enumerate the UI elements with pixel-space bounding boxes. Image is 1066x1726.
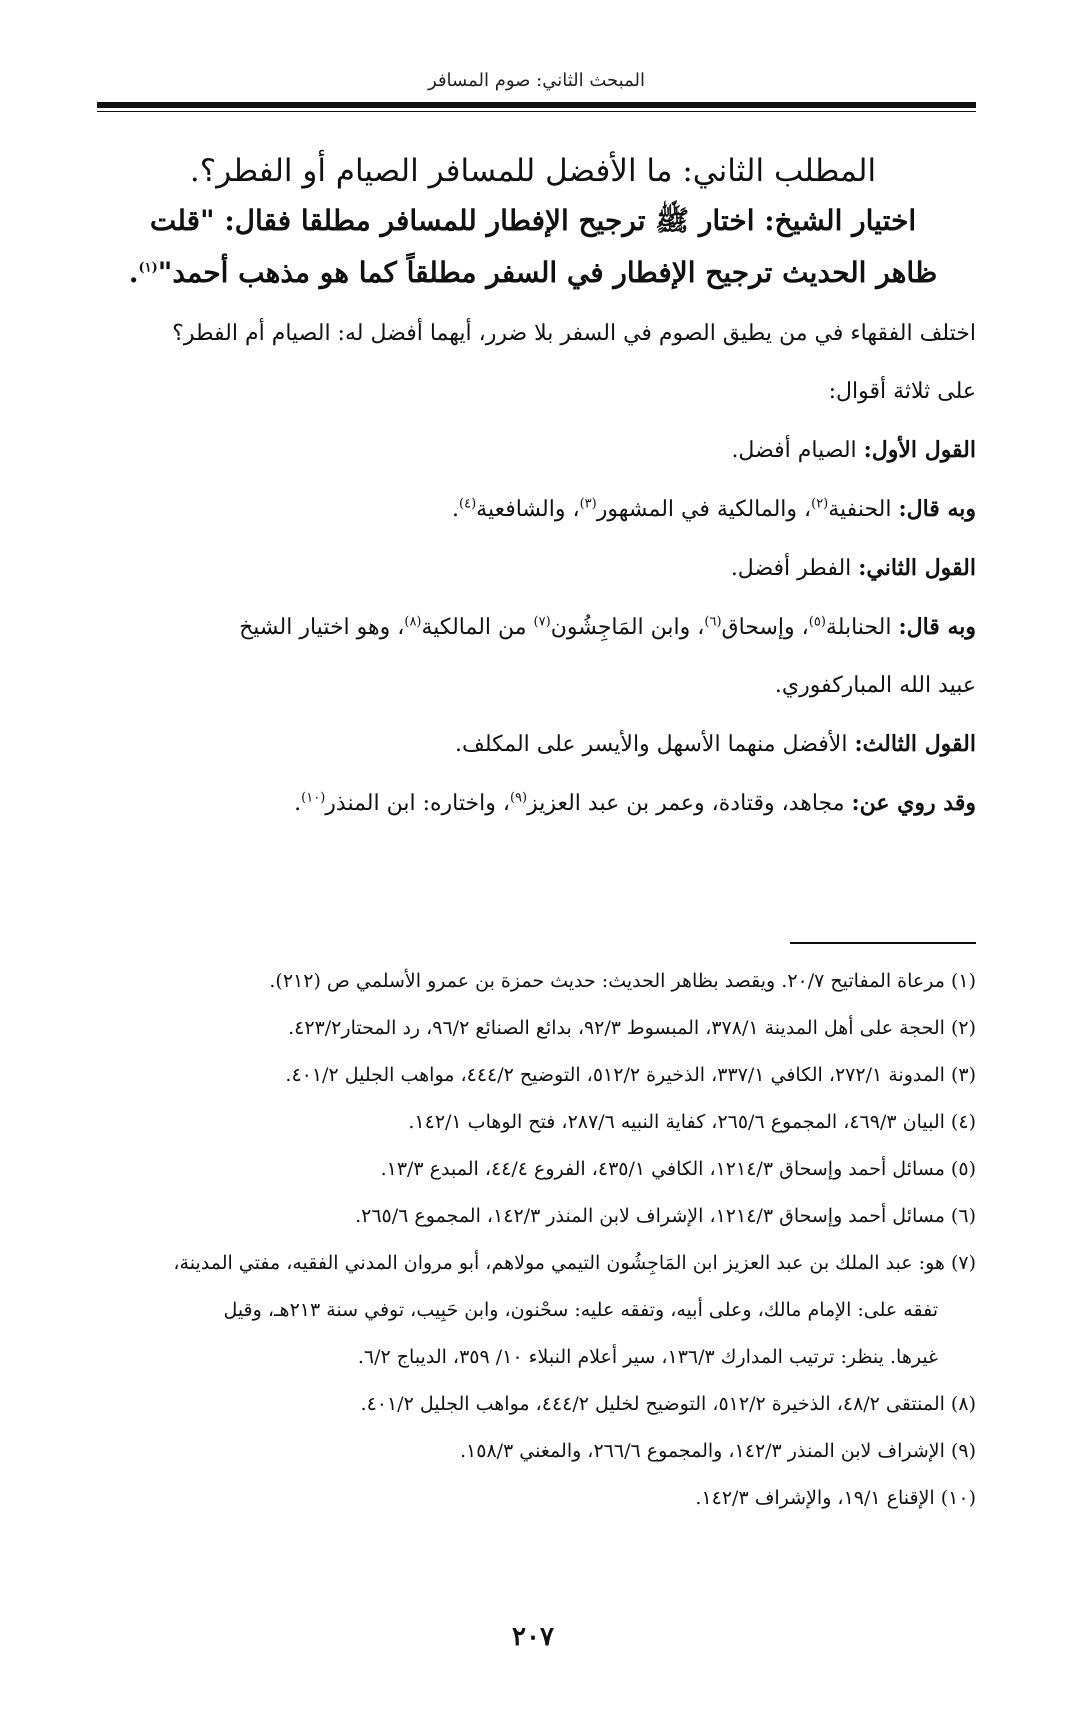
- footnote-ref[interactable]: (١٠): [301, 790, 326, 806]
- holders-label: وبه قال:: [898, 496, 976, 522]
- opinion-2-label: القول الثاني:: [858, 555, 976, 581]
- header-rule-thin: [97, 111, 976, 112]
- holder-text: مجاهد، وقتادة، وعمر بن عبد العزيز: [527, 791, 852, 816]
- opinion-3-holders: [90, 774, 976, 833]
- opinion-1-holders: [90, 480, 976, 539]
- holder-text: الحنفية: [828, 497, 899, 522]
- footnotes: [90, 958, 976, 1522]
- sheikh-choice-line-2: [90, 247, 976, 299]
- footnote-ref[interactable]: (٤): [459, 496, 477, 512]
- opinion-2-holders: [90, 598, 976, 657]
- opinion-2-text: الفطر أفضل.: [730, 556, 859, 581]
- holder-text: من المالكية: [421, 615, 534, 640]
- holder-text: ، واختاره: ابن المنذر: [325, 791, 510, 816]
- holder-text: الحنابلة: [825, 615, 899, 640]
- opinion-1-text: الصيام أفضل.: [731, 438, 864, 463]
- footnote: (٢) الحجة على أهل المدينة ٣٧٨/١، المبسوط ٩٢/٣، بدائع الصنائع ٩٦/٢، رد المحتار٤٢٣/٢.: [288, 1017, 976, 1039]
- intro-line-2: على ثلاثة أقوال:: [828, 379, 976, 404]
- footnote-ref[interactable]: (٨): [404, 614, 422, 630]
- main-content: [90, 148, 976, 833]
- holder-text: ، والشافعية: [476, 497, 580, 522]
- footnote: (١٠) الإقناع ١٩/١، والإشراف ١٤٢/٣.: [695, 1487, 976, 1509]
- footnote: (٦) مسائل أحمد وإسحاق ١٢١٤/٣، الإشراف لابن المنذر ١٤٢/٣، المجموع ٢٦٥/٦.: [355, 1205, 976, 1227]
- holder-text: ، وهو اختيار الشيخ: [239, 615, 405, 640]
- page-number: ٢٠٧: [512, 1622, 554, 1652]
- opinion-3-label: القول الثالث:: [854, 731, 976, 757]
- period: .: [128, 256, 139, 289]
- footnote-ref[interactable]: (٩): [509, 790, 528, 806]
- footnote-ref[interactable]: (٣): [579, 496, 597, 512]
- footnote: (٨) المنتقى ٤٨/٢، الذخيرة ٥١٢/٢، التوضيح لخليل ٤٤٤/٢، مواهب الجليل ٤٠١/٢.: [360, 1393, 976, 1415]
- footnote-ref[interactable]: (٦): [704, 614, 722, 630]
- footnote: (٣) المدونة ٢٧٢/١، الكافي ٣٣٧/١، الذخيرة ٥١٢/٢، التوضيح ٤٤٤/٢، مواهب الجليل ٤٠١/٢.: [285, 1064, 976, 1086]
- sheikh-choice-text: ظاهر الحديث ترجيح الإفطار في السفر مطلقاً كما هو مذهب أحمد": [157, 256, 938, 289]
- header-rule-thick: [97, 102, 976, 108]
- footnote-ref[interactable]: (٢): [811, 496, 829, 512]
- section-title: المطلب الثاني: ما الأفضل للمسافر الصيام أو الفطر؟.: [189, 153, 877, 189]
- footnote-ref[interactable]: (١): [138, 260, 158, 276]
- footnote: (٤) البيان ٤٦٩/٣، المجموع ٢٦٥/٦، كفاية النبيه ٢٨٧/٦، فتح الوهاب ١٤٢/١.: [408, 1111, 976, 1133]
- period: .: [452, 497, 460, 522]
- opinion-2: [90, 539, 976, 598]
- footnote-continuation: غيرها. ينظر: ترتيب المدارك ١٣٦/٣، سير أعلام النبلاء ١٠/ ٣٥٩، الديباج ٦/٢.: [357, 1346, 938, 1368]
- footnote: (٧) هو: عبد الملك بن عبد العزيز ابن المَاجِشُون التيمي مولاهم، أبو مروان المدني الفقيه، مفتي المدينة،: [173, 1252, 976, 1274]
- holder-text: ، والمالكية في المشهور: [596, 497, 812, 522]
- holder-text: ، وإسحاق: [721, 615, 809, 640]
- footnote-ref[interactable]: (٧): [533, 614, 551, 630]
- running-header: المبحث الثاني: صوم المسافر: [428, 70, 645, 91]
- footnote: (١) مرعاة المفاتيح ٢٠/٧. ويقصد بظاهر الحديث: حديث حمزة بن عمرو الأسلمي ص (٢١٢).: [269, 970, 976, 992]
- footnote-separator: [790, 942, 976, 944]
- holders-label: وقد روي عن:: [851, 790, 976, 816]
- opinion-1: [90, 421, 976, 480]
- footnote: (٩) الإشراف لابن المنذر ١٤٢/٣، والمجموع ٢٦٦/٦، والمغني ١٥٨/٣.: [459, 1440, 976, 1462]
- footnote: (٥) مسائل أحمد وإسحاق ١٢١٤/٣، الكافي ٤٣٥/١، الفروع ٤٤/٤، المبدع ١٣/٣.: [380, 1158, 976, 1180]
- opinion-3-text: الأفضل منهما الأسهل والأيسر على المكلف.: [455, 732, 855, 757]
- opinion-3: [90, 715, 976, 774]
- opinion-1-label: القول الأول:: [863, 437, 976, 463]
- holders-label: وبه قال:: [898, 614, 976, 640]
- opinion-2-holders-cont: عبيد الله المباركفوري.: [774, 673, 976, 698]
- holder-text: ، وابن المَاجِشُون: [550, 615, 705, 640]
- sheikh-choice-line: اختيار الشيخ: اختار ﷺ ترجيح الإفطار للمسافر مطلقا فقال: "قلت: [149, 204, 917, 237]
- footnote-continuation: تفقه على: الإمام مالك، وعلى أبيه، وتفقه عليه: سحْنون، وابن حَبِيب، توفي سنة ٢١٣هـ، وقيل: [223, 1299, 938, 1321]
- intro-line-1: اختلف الفقهاء في من يطيق الصوم في السفر بلا ضرر، أيهما أفضل له: الصيام أم الفطر؟: [172, 321, 976, 346]
- period: .: [294, 791, 302, 816]
- footnote-ref[interactable]: (٥): [808, 614, 826, 630]
